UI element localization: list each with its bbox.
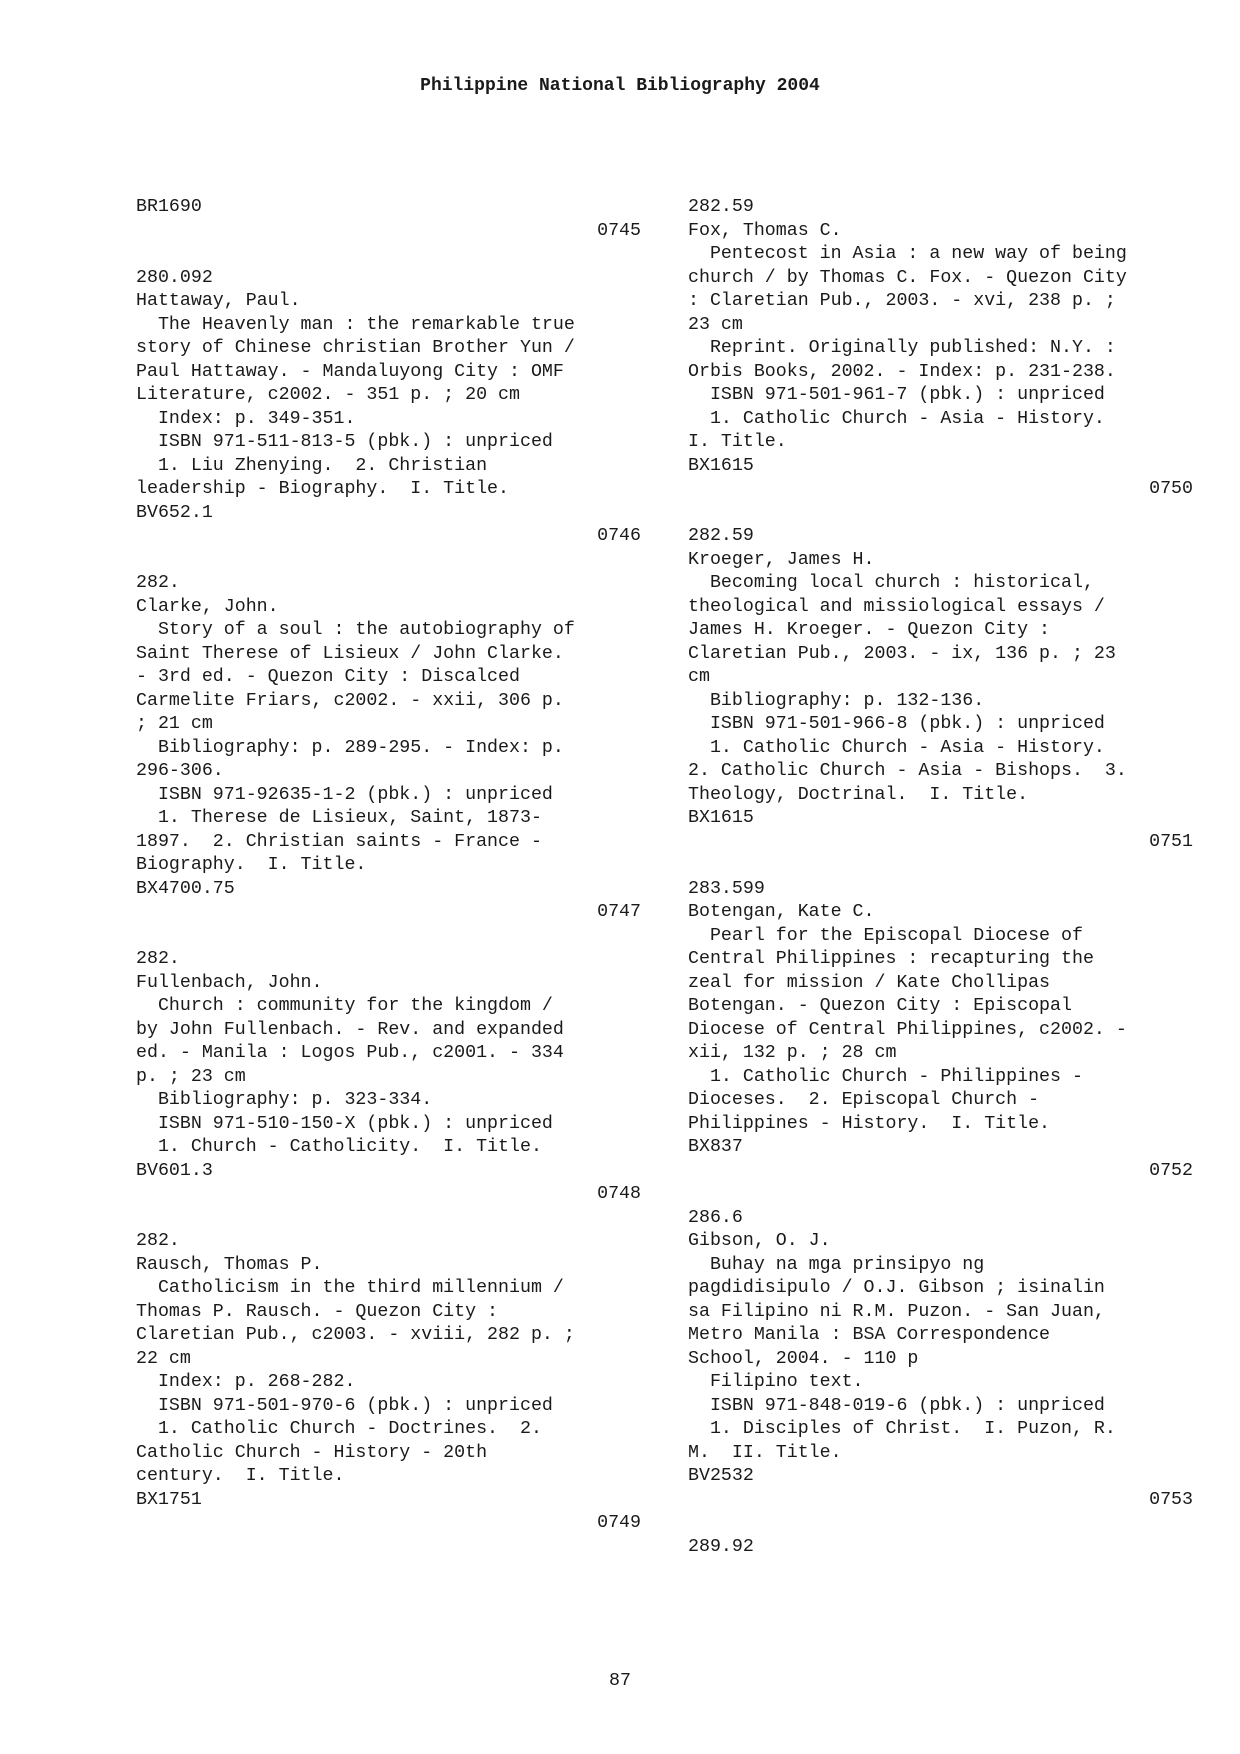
bibliography-line: ISBN 971-511-813-5 (pbk.) : unpriced bbox=[136, 432, 553, 452]
bibliography-line: Kroeger, James H. bbox=[688, 549, 875, 570]
bibliography-line: zeal for mission / Kate Chollipas bbox=[688, 972, 1051, 993]
bibliography-line: Central Philippines : recapturing the bbox=[688, 949, 1094, 969]
bibliography-line: 1. Church - Catholicity. I. Title. bbox=[136, 1137, 542, 1157]
spacer bbox=[688, 1183, 1193, 1207]
bibliography-line: BX837 bbox=[688, 1137, 743, 1157]
entry-number: 0747 bbox=[597, 902, 641, 922]
bibliography-line: Literature, c2002. - 351 p. ; 20 cm bbox=[136, 385, 520, 405]
bibliography-line: 286.6 bbox=[688, 1207, 743, 1228]
bibliography-line: Bibliography: p. 289-295. - Index: p. bbox=[136, 737, 564, 758]
bibliography-line: 282. bbox=[136, 1231, 180, 1251]
bibliography-line: 2. Catholic Church - Asia - Bishops. 3. bbox=[688, 761, 1127, 781]
entry-number: 0749 bbox=[597, 1513, 641, 1533]
spacer bbox=[136, 243, 641, 267]
bibliography-line: 1. Therese de Lisieux, Saint, 1873- bbox=[136, 808, 542, 828]
bibliography-line: church / by Thomas C. Fox. - Quezon City bbox=[688, 267, 1127, 288]
bibliography-line: M. II. Title. bbox=[688, 1442, 842, 1463]
bibliography-line: - 3rd ed. - Quezon City : Discalced bbox=[136, 667, 520, 687]
bibliography-line: Filipino text. bbox=[688, 1372, 864, 1392]
entry-number: 0753 bbox=[1149, 1489, 1193, 1510]
bibliography-line: Biography. I. Title. bbox=[136, 855, 367, 875]
bibliography-line: Orbis Books, 2002. - Index: p. 231-238. bbox=[688, 361, 1116, 382]
bibliography-line: BX4700.75 bbox=[136, 878, 235, 899]
bibliography-line: 23 cm bbox=[688, 314, 743, 335]
bibliography-line: 1. Liu Zhenying. 2. Christian bbox=[136, 455, 488, 476]
bibliography-line: 283.599 bbox=[688, 878, 765, 899]
bibliography-line: ISBN 971-848-019-6 (pbk.) : unpriced bbox=[688, 1395, 1105, 1416]
bibliography-line: Index: p. 349-351. bbox=[136, 408, 356, 429]
bibliography-line: Hattaway, Paul. bbox=[136, 291, 301, 311]
bibliography-line: ISBN 971-501-961-7 (pbk.) : unpriced bbox=[688, 385, 1105, 405]
bibliography-line: leadership - Biography. I. Title. bbox=[136, 479, 509, 499]
bibliography-line: theological and missiological essays / bbox=[688, 596, 1105, 617]
bibliography-line: Diocese of Central Philippines, c2002. - bbox=[688, 1019, 1127, 1040]
spacer bbox=[688, 1512, 1193, 1536]
bibliography-line: Rausch, Thomas P. bbox=[136, 1254, 323, 1275]
bibliography-line: 1. Catholic Church - Asia - History. bbox=[688, 737, 1105, 758]
bibliography-line: Botengan, Kate C. bbox=[688, 902, 875, 922]
bibliography-line: 282. bbox=[136, 949, 180, 969]
bibliography-line: BV601.3 bbox=[136, 1160, 213, 1181]
bibliography-line: Thomas P. Rausch. - Quezon City : bbox=[136, 1301, 499, 1322]
bibliography-line: : Claretian Pub., 2003. - xvi, 238 p. ; bbox=[688, 291, 1116, 311]
bibliography-line: Clarke, John. bbox=[136, 596, 279, 617]
bibliography-line: BX1751 bbox=[136, 1489, 202, 1510]
bibliography-line: Catholicism in the third millennium / bbox=[136, 1278, 564, 1298]
bibliography-line: BR1690 bbox=[136, 197, 202, 217]
bibliography-line: Botengan. - Quezon City : Episcopal bbox=[688, 996, 1072, 1016]
bibliography-line: ISBN 971-510-150-X (pbk.) : unpriced bbox=[136, 1113, 553, 1134]
bibliography-line: Metro Manila : BSA Correspondence bbox=[688, 1325, 1051, 1345]
bibliography-line: 1. Catholic Church - Doctrines. 2. bbox=[136, 1419, 542, 1439]
bibliography-line: BV2532 bbox=[688, 1466, 754, 1486]
bibliography-line: I. Title. bbox=[688, 432, 787, 452]
bibliography-line: Reprint. Originally published: N.Y. : bbox=[688, 338, 1116, 358]
bibliography-line: xii, 132 p. ; 28 cm bbox=[688, 1043, 897, 1063]
entry-number: 0750 bbox=[1149, 479, 1193, 499]
bibliography-line: Philippines - History. I. Title. bbox=[688, 1113, 1051, 1134]
bibliography-line: Theology, Doctrinal. I. Title. bbox=[688, 784, 1029, 805]
bibliography-line: Dioceses. 2. Episcopal Church - bbox=[688, 1090, 1040, 1110]
page-number: 87 bbox=[609, 1671, 631, 1691]
bibliography-line: ed. - Manila : Logos Pub., c2001. - 334 bbox=[136, 1043, 564, 1063]
entry-number: 0751 bbox=[1149, 831, 1193, 852]
bibliography-line: p. ; 23 cm bbox=[136, 1066, 246, 1087]
spacer bbox=[688, 854, 1193, 878]
bibliography-line: 1897. 2. Christian saints - France - bbox=[136, 831, 542, 852]
bibliography-line: by John Fullenbach. - Rev. and expanded bbox=[136, 1019, 564, 1040]
bibliography-line: Claretian Pub., c2003. - xviii, 282 p. ; bbox=[136, 1325, 575, 1345]
bibliography-line: Claretian Pub., 2003. - ix, 136 p. ; 23 bbox=[688, 643, 1116, 664]
bibliography-line: The Heavenly man : the remarkable true bbox=[136, 314, 575, 335]
bibliography-line: BX1615 bbox=[688, 808, 754, 828]
bibliography-line: pagdidisipulo / O.J. Gibson ; isinalin bbox=[688, 1278, 1105, 1298]
entry-number: 0752 bbox=[1149, 1160, 1193, 1181]
bibliography-line: ; 21 cm bbox=[136, 714, 213, 734]
bibliography-line: 1. Disciples of Christ. I. Puzon, R. bbox=[688, 1419, 1116, 1439]
bibliography-line: ISBN 971-501-966-8 (pbk.) : unpriced bbox=[688, 714, 1105, 734]
bibliography-line: 289.92 bbox=[688, 1536, 754, 1557]
spacer bbox=[136, 1207, 641, 1231]
left-column bbox=[136, 196, 641, 1536]
page-title: Philippine National Bibliography 2004 bbox=[420, 76, 820, 96]
bibliography-line: Fullenbach, John. bbox=[136, 972, 323, 993]
bibliography-line: School, 2004. - 110 p bbox=[688, 1348, 919, 1369]
bibliography-line: James H. Kroeger. - Quezon City : bbox=[688, 620, 1051, 640]
bibliography-line: Buhay na mga prinsipyo ng bbox=[688, 1254, 985, 1275]
bibliography-line: Pentecost in Asia : a new way of being bbox=[688, 244, 1127, 264]
bibliography-line: Paul Hattaway. - Mandaluyong City : OMF bbox=[136, 361, 564, 382]
bibliography-line: BX1615 bbox=[688, 455, 754, 476]
bibliography-line: Story of a soul : the autobiography of bbox=[136, 620, 575, 640]
bibliography-line: Church : community for the kingdom / bbox=[136, 996, 553, 1016]
bibliography-line: century. I. Title. bbox=[136, 1466, 345, 1486]
bibliography-line: Index: p. 268-282. bbox=[136, 1372, 356, 1392]
bibliography-line: sa Filipino ni R.M. Puzon. - San Juan, bbox=[688, 1301, 1105, 1322]
bibliography-line: Fox, Thomas C. bbox=[688, 220, 842, 241]
bibliography-line: 22 cm bbox=[136, 1348, 191, 1369]
entry-number: 0745 bbox=[597, 220, 641, 241]
spacer bbox=[136, 549, 641, 573]
bibliography-line: 282.59 bbox=[688, 197, 754, 217]
bibliography-line: Saint Therese of Lisieux / John Clarke. bbox=[136, 643, 564, 664]
entry-number: 0746 bbox=[597, 526, 641, 546]
bibliography-line: Bibliography: p. 323-334. bbox=[136, 1090, 433, 1110]
bibliography-line: ISBN 971-92635-1-2 (pbk.) : unpriced bbox=[136, 784, 553, 805]
right-column bbox=[688, 196, 1193, 1559]
bibliography-line: Becoming local church : historical, bbox=[688, 573, 1094, 593]
bibliography-line: 1. Catholic Church - Philippines - bbox=[688, 1066, 1083, 1087]
bibliography-line: BV652.1 bbox=[136, 502, 213, 523]
spacer bbox=[688, 502, 1193, 526]
bibliography-line: story of Chinese christian Brother Yun / bbox=[136, 338, 575, 358]
bibliography-line: Catholic Church - History - 20th bbox=[136, 1442, 488, 1463]
bibliography-line: 282. bbox=[136, 573, 180, 593]
bibliography-line: Pearl for the Episcopal Diocese of bbox=[688, 925, 1083, 946]
bibliography-line: 1. Catholic Church - Asia - History. bbox=[688, 408, 1105, 429]
entry-number: 0748 bbox=[597, 1184, 641, 1204]
bibliography-line: 282.59 bbox=[688, 526, 754, 546]
bibliography-line: ISBN 971-501-970-6 (pbk.) : unpriced bbox=[136, 1395, 553, 1416]
bibliography-line: Carmelite Friars, c2002. - xxii, 306 p. bbox=[136, 690, 564, 711]
bibliography-line: Gibson, O. J. bbox=[688, 1231, 831, 1251]
bibliography-line: cm bbox=[688, 667, 710, 687]
bibliography-line: Bibliography: p. 132-136. bbox=[688, 690, 985, 711]
spacer bbox=[136, 925, 641, 949]
bibliography-line: 296-306. bbox=[136, 761, 224, 781]
bibliography-line: 280.092 bbox=[136, 267, 213, 288]
